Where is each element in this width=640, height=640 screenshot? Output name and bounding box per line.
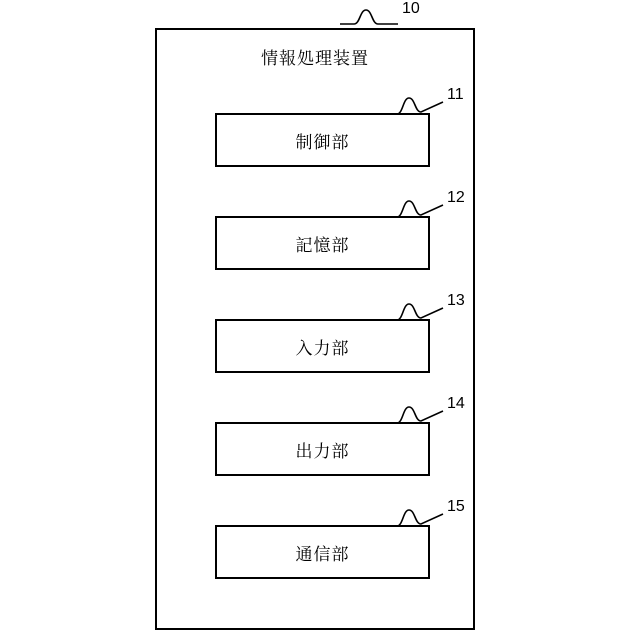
device-title: 情報処理装置 <box>261 49 369 68</box>
unit-label: 制御部 <box>295 132 350 152</box>
callout-number: 15 <box>447 498 465 515</box>
callout-unit-input <box>385 294 475 328</box>
callout-number: 14 <box>447 395 465 412</box>
callout-device <box>340 2 430 36</box>
callout-number: 10 <box>402 0 420 17</box>
callout-unit-communication <box>385 500 475 534</box>
unit-label: 通信部 <box>295 544 350 564</box>
callout-number: 11 <box>447 86 464 103</box>
unit-label: 記憶部 <box>295 235 350 255</box>
callout-unit-storage <box>385 191 475 225</box>
callout-number: 13 <box>447 292 465 309</box>
callout-unit-control <box>385 88 475 122</box>
callout-number: 12 <box>447 189 465 206</box>
unit-label: 入力部 <box>295 338 350 358</box>
unit-label: 出力部 <box>295 441 350 461</box>
callout-unit-output <box>385 397 475 431</box>
